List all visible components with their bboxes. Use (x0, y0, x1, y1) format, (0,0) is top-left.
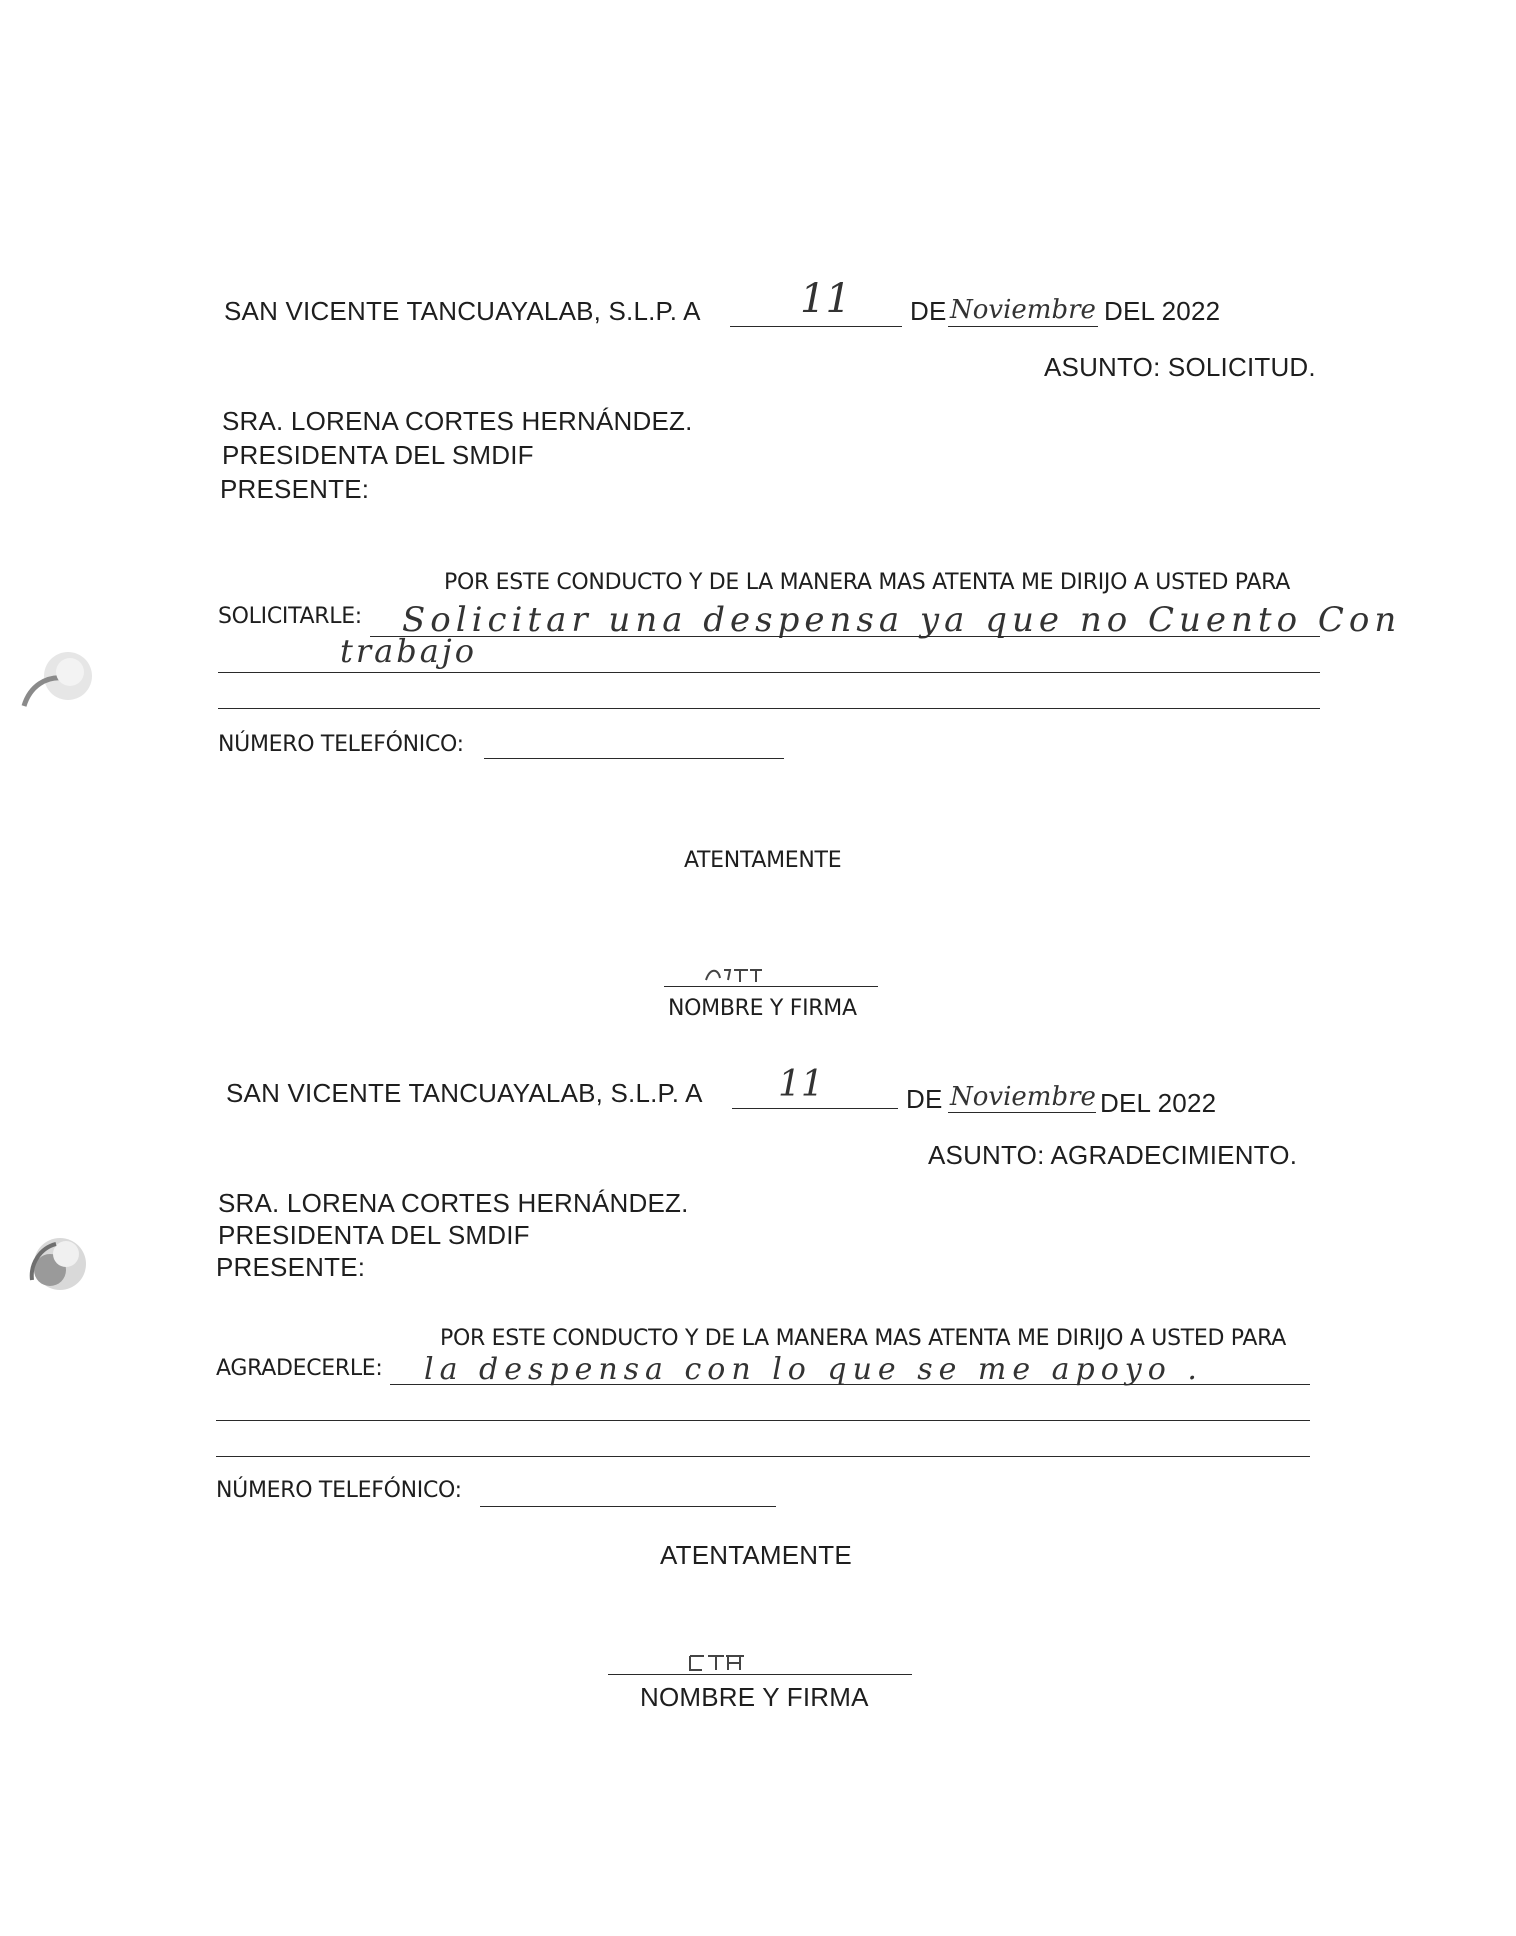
intro-text: POR ESTE CONDUCTO Y DE LA MANERA MAS ATENTA ME DIRIJO A USTED PARA (440, 1326, 1286, 1351)
day-line (732, 1108, 898, 1109)
closing-text: ATENTAMENTE (660, 1540, 852, 1570)
closing-text: ATENTAMENTE (684, 848, 842, 873)
recipient-name: SRA. LORENA CORTES HERNÁNDEZ. (222, 406, 693, 436)
place-label: SAN VICENTE TANCUAYALAB, S.L.P. A (226, 1078, 703, 1108)
day-handwritten: 11 (778, 1064, 824, 1105)
signature-scribble (700, 964, 780, 988)
month-handwritten: Noviembre (950, 1082, 1096, 1112)
month-handwritten: Noviembre (950, 295, 1096, 325)
signature-scribble (686, 1652, 756, 1674)
purpose-label: SOLICITARLE: (218, 604, 362, 629)
purpose-label: AGRADECERLE: (216, 1356, 383, 1381)
signature-line (608, 1674, 912, 1675)
intro-text: POR ESTE CONDUCTO Y DE LA MANERA MAS ATENTA ME DIRIJO A USTED PARA (444, 570, 1290, 595)
year-label: DEL 2022 (1100, 1088, 1217, 1118)
phone-line (480, 1506, 776, 1507)
phone-label: NÚMERO TELEFÓNICO: (218, 732, 464, 757)
punch-hole-top (18, 646, 98, 716)
presente-label: PRESENTE: (216, 1252, 366, 1282)
subject: ASUNTO: AGRADECIMIENTO. (928, 1140, 1298, 1170)
purpose-line-2 (216, 1420, 1310, 1421)
month-line (948, 326, 1098, 327)
punch-hole-bottom (20, 1224, 100, 1304)
year-label: DEL 2022 (1104, 296, 1221, 326)
purpose-line-1 (390, 1384, 1310, 1385)
subject: ASUNTO: SOLICITUD. (1044, 352, 1316, 382)
recipient-title: PRESIDENTA DEL SMDIF (218, 1220, 530, 1250)
presente-label: PRESENTE: (220, 474, 370, 504)
day-handwritten: 11 (800, 276, 851, 322)
recipient-name: SRA. LORENA CORTES HERNÁNDEZ. (218, 1188, 689, 1218)
purpose-line-3 (218, 708, 1320, 709)
purpose-line-2 (218, 672, 1320, 673)
de-label: DE (910, 296, 947, 326)
signature-label: NOMBRE Y FIRMA (640, 1682, 869, 1712)
purpose-line-1 (370, 636, 1320, 637)
de-label: DE (906, 1084, 943, 1114)
phone-label: NÚMERO TELEFÓNICO: (216, 1478, 462, 1503)
recipient-title: PRESIDENTA DEL SMDIF (222, 440, 534, 470)
signature-line (664, 986, 878, 987)
purpose-handwritten-2: trabajo (340, 632, 477, 670)
signature-label: NOMBRE Y FIRMA (668, 996, 857, 1021)
phone-line (484, 758, 784, 759)
purpose-handwritten-1: la despensa con lo que se me apoyo . (424, 1352, 1203, 1387)
purpose-line-3 (216, 1456, 1310, 1457)
purpose-handwritten-1: Solicitar una despensa ya que no Cuento Con (402, 600, 1402, 640)
day-line (730, 326, 902, 327)
place-label: SAN VICENTE TANCUAYALAB, S.L.P. A (224, 296, 701, 326)
month-line (948, 1112, 1096, 1113)
